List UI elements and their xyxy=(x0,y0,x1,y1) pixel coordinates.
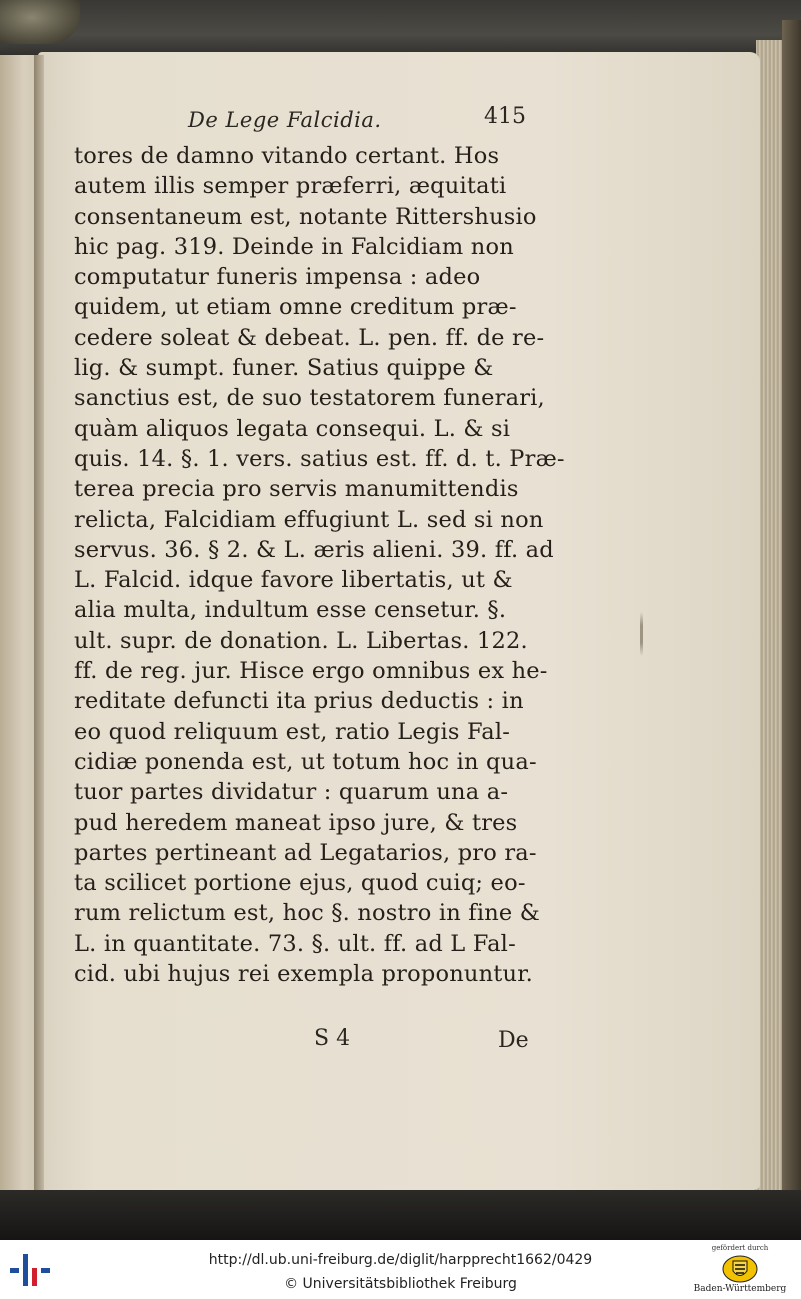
text-line: rum relictum est, hoc §. nostro in fine & xyxy=(74,900,541,927)
page-number: 415 xyxy=(484,104,526,129)
book-binding-edge xyxy=(782,20,801,1220)
text-line: autem illis semper præferri, æquitati xyxy=(74,173,507,200)
text-line: partes pertineant ad Legatarios, pro ra- xyxy=(74,839,537,866)
text-line: L. Falcid. idque favore libertatis, ut & xyxy=(74,567,513,594)
text-line: tuor partes dividatur : quarum una a- xyxy=(74,779,509,806)
text-line: cidiæ ponenda est, ut totum hoc in qua- xyxy=(74,748,537,775)
text-line: alia multa, indultum esse censetur. §. xyxy=(74,597,507,624)
text-line: ult. supr. de donation. L. Libertas. 122. xyxy=(74,627,528,654)
funded-by-label: gefördert durch xyxy=(711,1244,769,1252)
text-line: relicta, Falcidiam effugiunt L. sed si non xyxy=(74,506,544,533)
funder-name: Baden-Württemberg xyxy=(693,1284,787,1294)
bottom-shadow xyxy=(0,1190,801,1240)
catchword: De xyxy=(498,1028,529,1053)
book-clasp xyxy=(0,0,80,44)
viewer-footer xyxy=(0,1240,801,1299)
copyright-notice: © Universitätsbibliothek Freiburg xyxy=(284,1276,517,1292)
text-line: servus. 36. § 2. & L. æris alieni. 39. ff. ad xyxy=(74,536,554,563)
signature-mark: S 4 xyxy=(314,1026,351,1051)
text-line: ff. de reg. jur. Hisce ergo omnibus ex he- xyxy=(74,658,548,685)
text-line: L. in quantitate. 73. §. ult. ff. ad L Fal- xyxy=(74,930,516,957)
body-text xyxy=(74,141,565,989)
text-line: terea precia pro servis manumittendis xyxy=(74,476,519,503)
text-line: cedere soleat & debeat. L. pen. ff. de re- xyxy=(74,324,545,351)
text-line: sanctius est, de suo testatorem funerari, xyxy=(74,385,545,412)
text-line: reditate defuncti ita prius deductis : in xyxy=(74,688,524,715)
text-line: lig. & sumpt. funer. Satius quippe & xyxy=(74,355,494,382)
page-url[interactable]: http://dl.ub.uni-freiburg.de/diglit/harpprecht1662/0429 xyxy=(208,1252,593,1268)
page-gutter xyxy=(34,55,44,1195)
text-line: ta scilicet portione ejus, quod cuiq; eo- xyxy=(74,870,526,897)
margin-ink-mark xyxy=(640,612,643,656)
text-line: quis. 14. §. 1. vers. satius est. ff. d. t. Præ- xyxy=(74,445,565,472)
coat-of-arms-icon xyxy=(722,1255,758,1283)
text-line: computatur funeris impensa : adeo xyxy=(74,264,481,291)
text-line: hic pag. 319. Deinde in Falcidiam non xyxy=(74,233,514,260)
text-line: consentaneum est, notante Rittershusio xyxy=(74,203,537,230)
text-line: pud heredem maneat ipso jure, & tres xyxy=(74,809,518,836)
text-line: tores de damno vitando certant. Hos xyxy=(74,143,500,169)
book-cover-top xyxy=(0,0,801,58)
text-line: quàm aliquos legata consequi. L. & si xyxy=(74,415,511,442)
text-line: eo quod reliquum est, ratio Legis Fal- xyxy=(74,718,511,745)
text-line: cid. ubi hujus rei exempla proponuntur. xyxy=(74,961,534,988)
running-head: De Lege Falcidia. xyxy=(188,108,382,132)
text-line: quidem, ut etiam omne creditum præ- xyxy=(74,294,517,321)
